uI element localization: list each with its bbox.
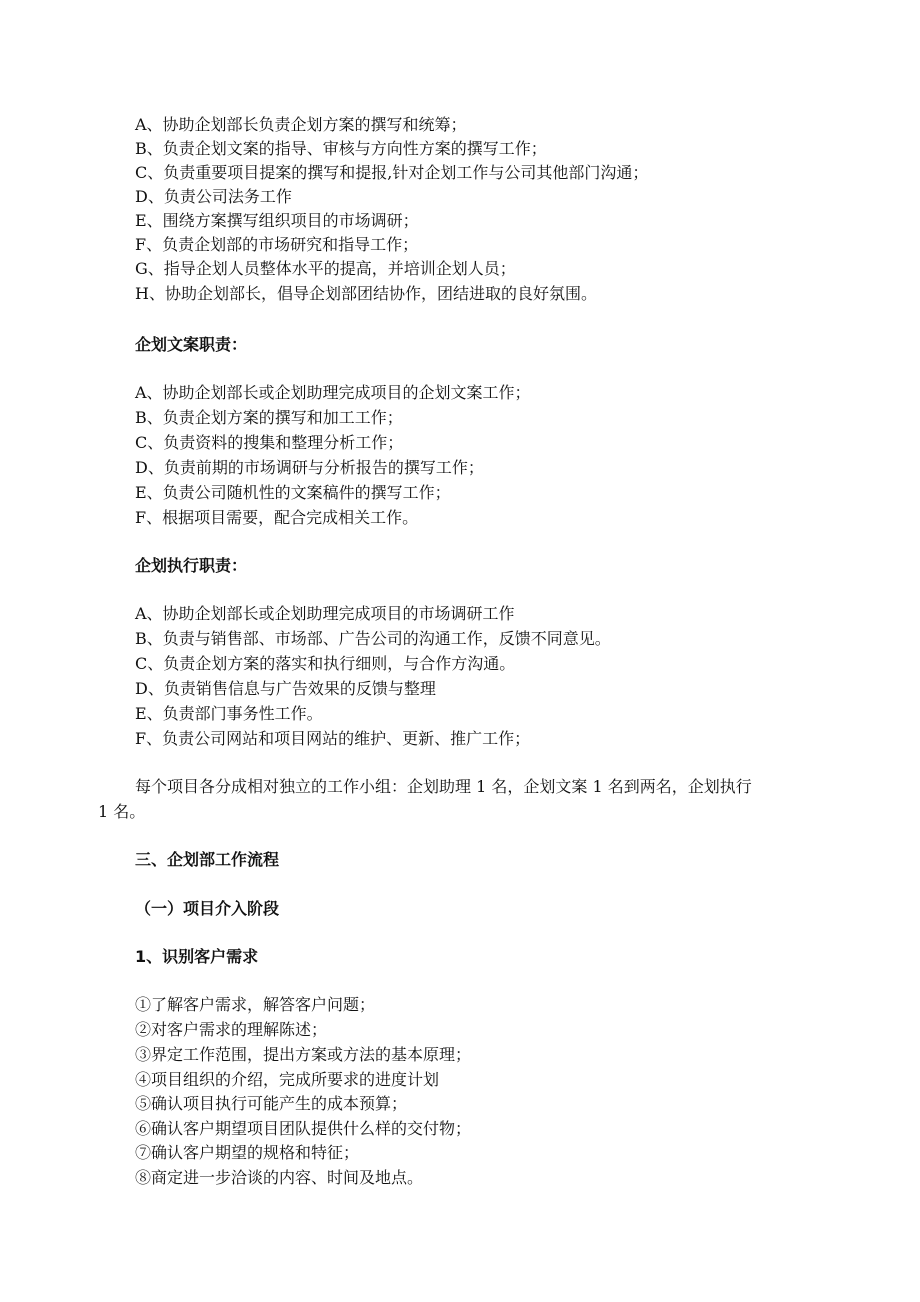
list-item: E、负责公司随机性的文案稿件的撰写工作；: [135, 483, 451, 502]
list-item: B、负责企划方案的撰写和加工工作；: [135, 408, 403, 427]
list-item: D、负责前期的市场调研与分析报告的撰写工作；: [135, 458, 484, 477]
copywriter-heading: 企划文案职责：: [135, 335, 248, 354]
list-item: ③界定工作范围，提出方案或方法的基本原理；: [135, 1045, 472, 1064]
step-one-heading: 1、识别客户需求: [135, 947, 259, 966]
list-item: F、根据项目需要，配合完成相关工作。: [135, 508, 419, 527]
executor-heading: 企划执行职责：: [135, 556, 248, 575]
list-item: D、负责销售信息与广告效果的反馈与整理: [135, 679, 436, 698]
list-item: E、负责部门事务性工作。: [135, 704, 323, 723]
list-item: H、协助企划部长，倡导企划部团结协作，团结进取的良好氛围。: [135, 284, 597, 303]
list-item: C、负责资料的搜集和整理分析工作；: [135, 433, 404, 452]
list-item: A、协助企划部长或企划助理完成项目的市场调研工作: [135, 604, 515, 623]
list-item: B、负责企划文案的指导、审核与方向性方案的撰写工作；: [135, 139, 547, 158]
team-paragraph-line-2: 1 名。: [98, 802, 146, 821]
list-item: ⑦确认客户期望的规格和特征；: [135, 1143, 360, 1162]
list-item: E、围绕方案撰写组织项目的市场调研；: [135, 211, 419, 230]
list-item: A、协助企划部长负责企划方案的撰写和统筹；: [135, 115, 467, 134]
list-item: ⑧商定进一步洽谈的内容、时间及地点。: [135, 1168, 424, 1187]
list-item: ⑤确认项目执行可能产生的成本预算；: [135, 1094, 408, 1113]
list-item: D、负责公司法务工作: [135, 187, 292, 206]
list-item: C、负责重要项目提案的撰写和提报,针对企划工作与公司其他部门沟通；: [135, 163, 649, 182]
list-item: F、负责公司网站和项目网站的维护、更新、推广工作；: [135, 729, 531, 748]
list-item: A、协助企划部长或企划助理完成项目的企划文案工作；: [135, 383, 531, 402]
list-item: ⑥确认客户期望项目团队提供什么样的交付物；: [135, 1119, 472, 1138]
list-item: G、指导企划人员整体水平的提高，并培训企划人员；: [135, 259, 516, 278]
list-item: B、负责与销售部、市场部、广告公司的沟通工作，反馈不同意见。: [135, 629, 611, 648]
section-three-heading: 三、企划部工作流程: [135, 850, 280, 869]
list-item: ④项目组织的介绍，完成所要求的进度计划: [135, 1070, 440, 1089]
team-paragraph-line-1: 每个项目各分成相对独立的工作小组：企划助理 1 名，企划文案 1 名到两名，企划执行: [135, 777, 752, 796]
list-item: F、负责企划部的市场研究和指导工作；: [135, 235, 419, 254]
list-item: ①了解客户需求，解答客户问题；: [135, 995, 376, 1014]
list-item: C、负责企划方案的落实和执行细则，与合作方沟通。: [135, 654, 516, 673]
list-item: ②对客户需求的理解陈述；: [135, 1020, 328, 1039]
stage-one-heading: （一）项目介入阶段: [135, 899, 280, 918]
